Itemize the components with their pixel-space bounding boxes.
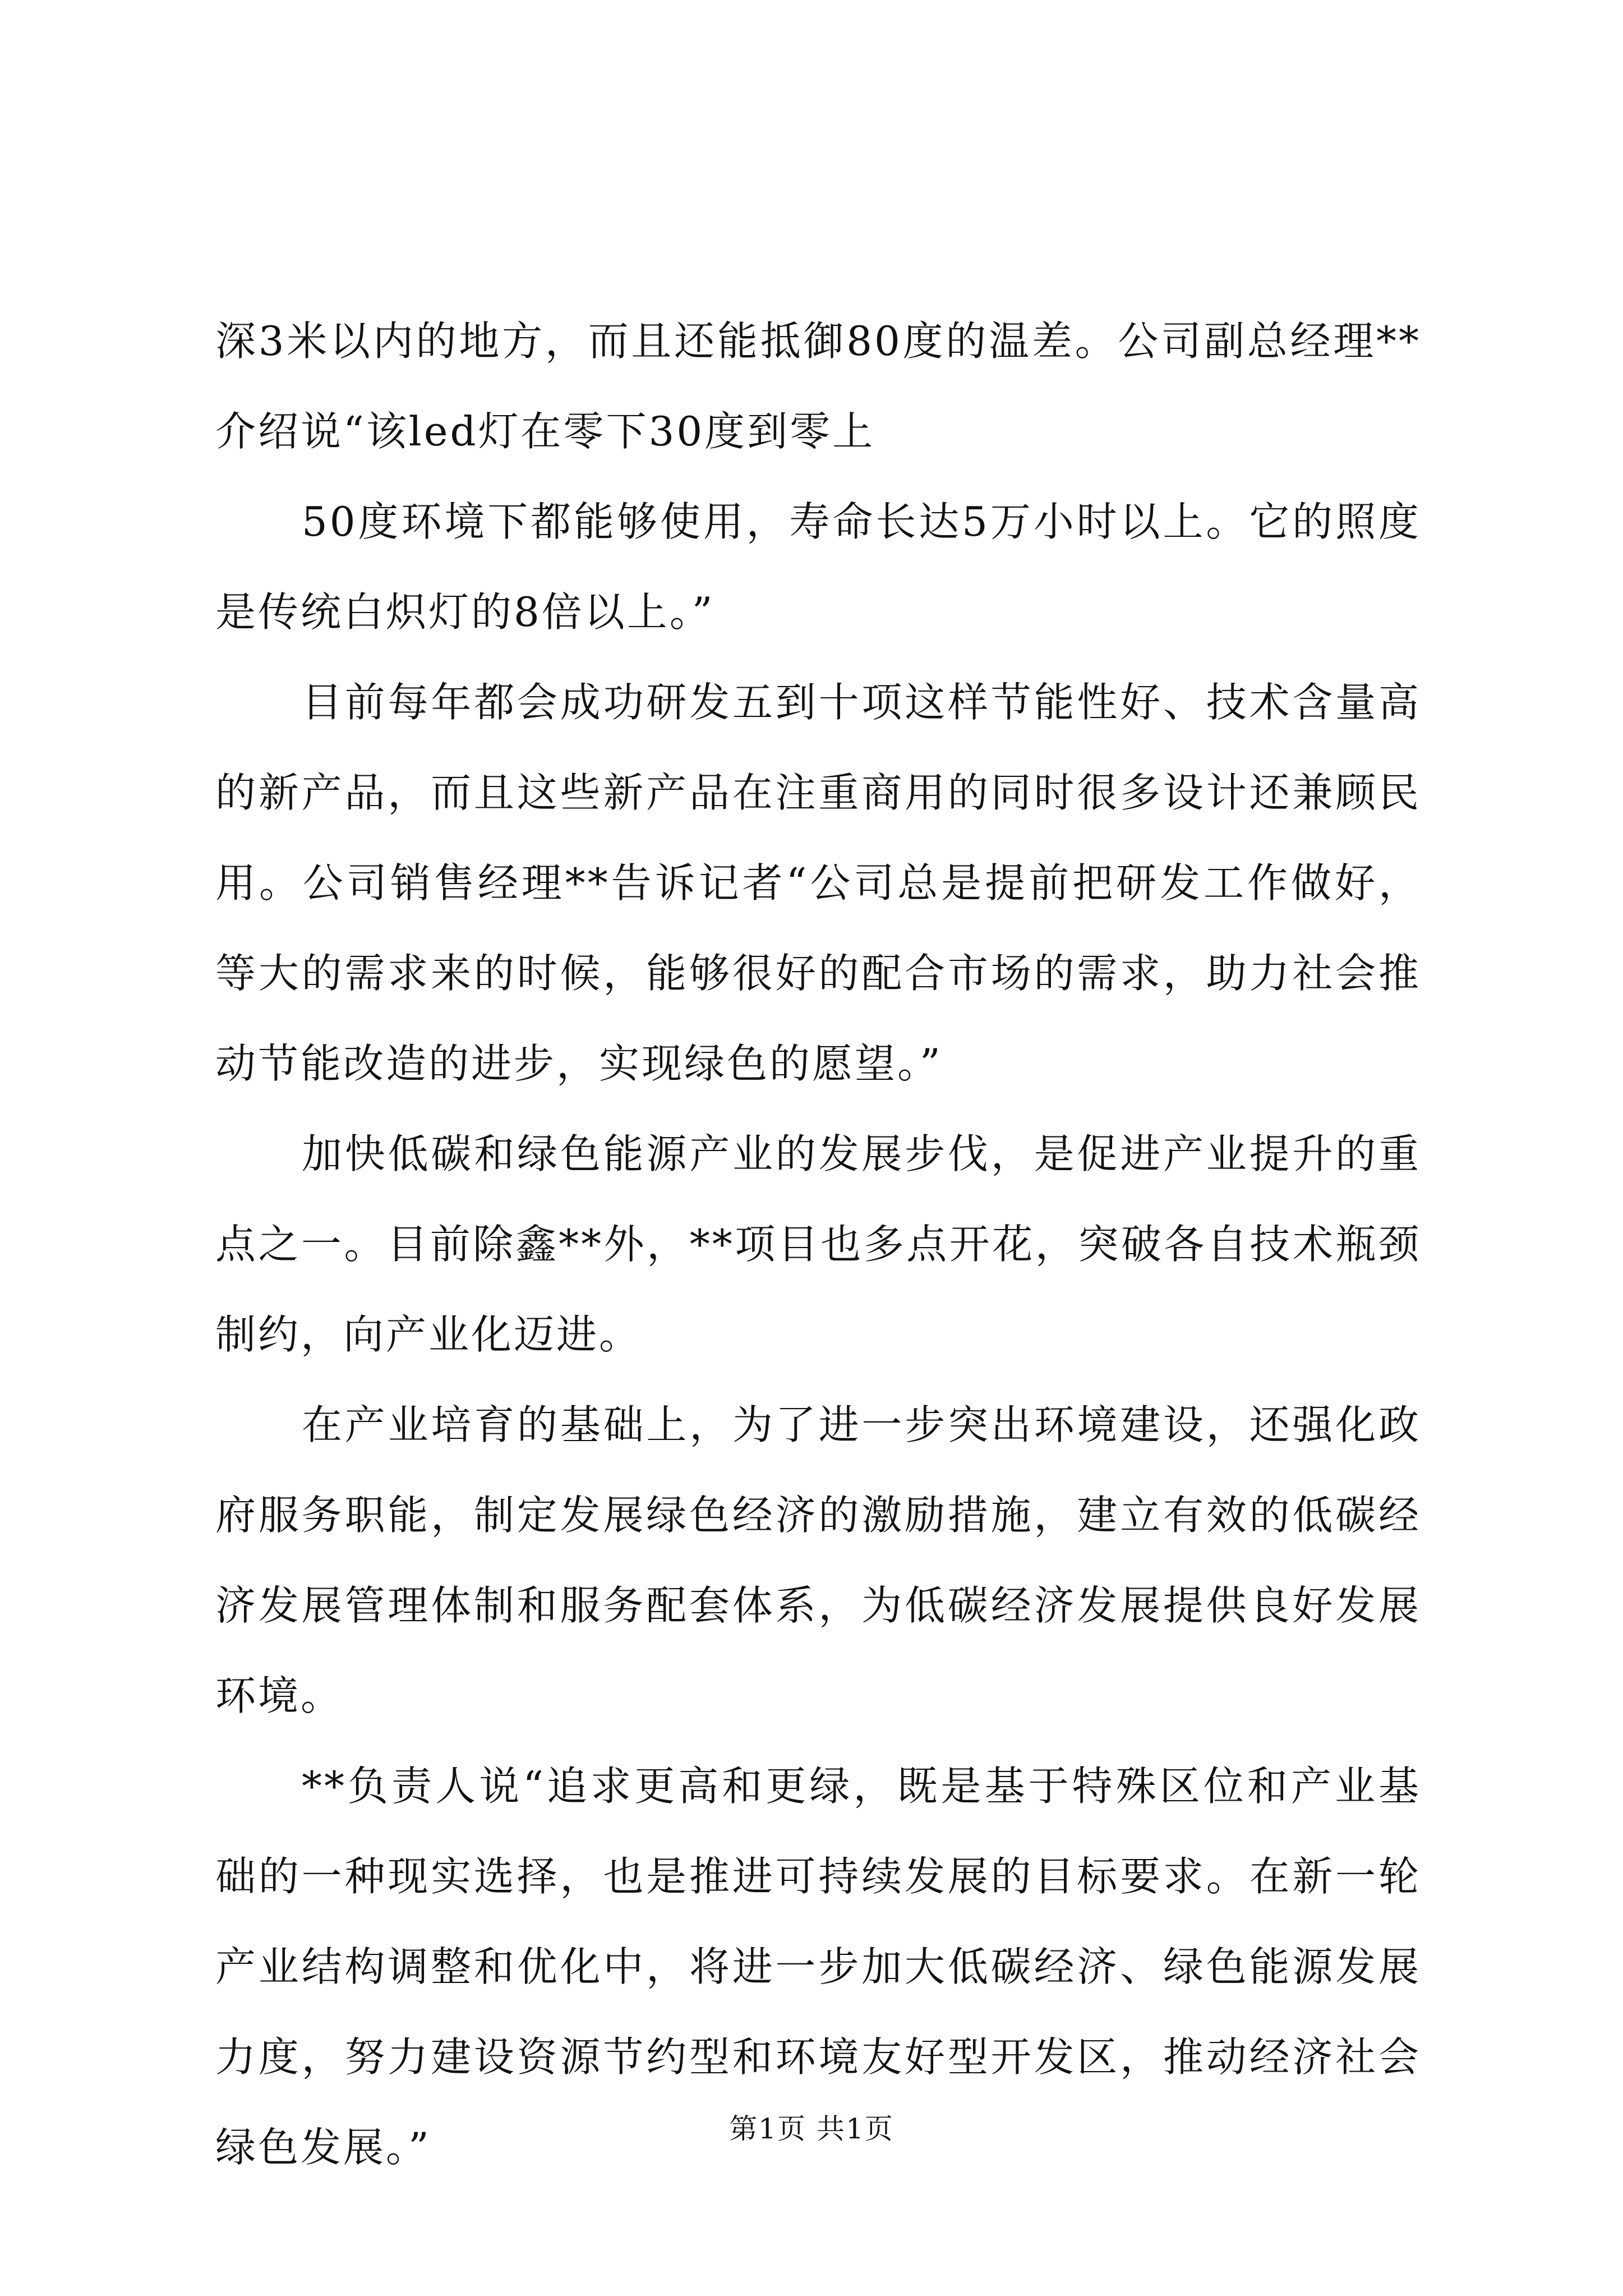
paragraph-3: 目前每年都会成功研发五到十项这样节能性好、技术含量高的新产品，而且这些新产品在注重商用的同时很多设计还兼顾民用。公司销售经理**告诉记者“公司总是提前把研发工作做好，等大的需求来的时候，能够很好的配合市场的需求，助力社会推动节能改造的进步，实现绿色的愿望。” xyxy=(215,679,1421,1087)
paragraph-4: 加快低碳和绿色能源产业的发展步伐，是促进产业提升的重点之一。目前除鑫**外，**项目也多点开花，突破各自技术瓶颈制约，向产业化迈进。 xyxy=(215,1130,1421,1358)
paragraph-5: 在产业培育的基础上，为了进一步突出环境建设，还强化政府服务职能，制定发展绿色经济的激励措施，建立有效的低碳经济发展管理体制和服务配套体系，为低碳经济发展提供良好发展环境。 xyxy=(215,1401,1421,1719)
paragraph-6: **负责人说“追求更高和更绿，既是基于特殊区位和产业基础的一种现实选择，也是推进可持续发展的目标要求。在新一轮产业结构调整和优化中，将进一步加大低碳经济、绿色能源发展力度，努力建设资源节约型和环境友好型开发区，推动经济社会绿色发展。” xyxy=(215,1763,1421,2171)
paragraph-1: 深3米以内的地方，而且还能抵御80度的温差。公司副总经理**介绍说“该led灯在零下30度到零上 xyxy=(215,318,1421,455)
paragraph-2: 50度环境下都能够使用，寿命长达5万小时以上。它的照度是传统白炽灯的8倍以上。” xyxy=(215,498,1421,636)
page-number-footer: 第1页 共1页 xyxy=(729,2113,894,2145)
document-body xyxy=(215,296,1421,2193)
